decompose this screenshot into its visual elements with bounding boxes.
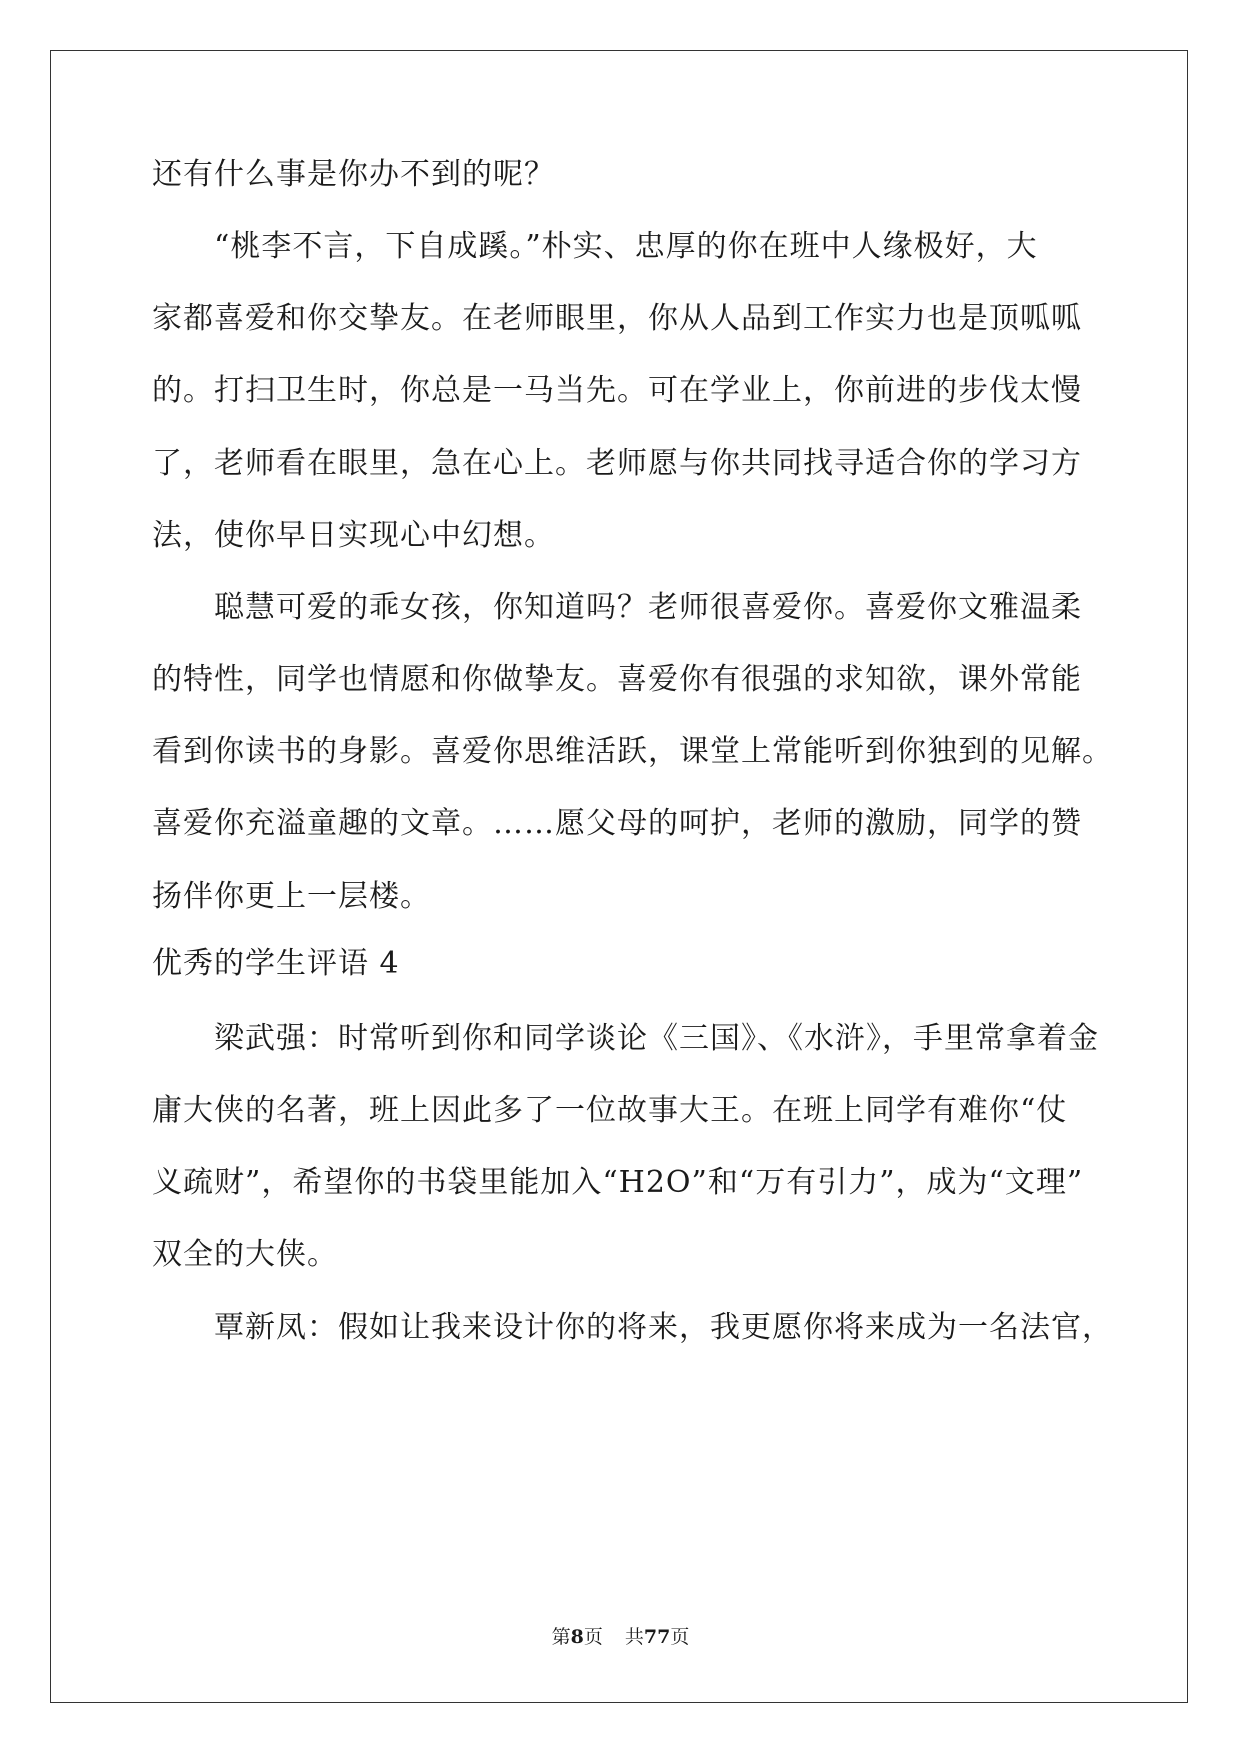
section-heading: 优秀的学生评语 4 <box>152 946 400 981</box>
page-footer <box>0 1625 1241 1649</box>
body-line-7: 聪慧可爱的乖女孩，你知道吗？老师很喜爱你。喜爱你文雅温柔 <box>214 590 1082 625</box>
footer-page-number: 8 <box>570 1626 584 1648</box>
body-line-15: 双全的大侠。 <box>152 1237 338 1272</box>
body-line-9: 看到你读书的身影。喜爱你思维活跃，课堂上常能听到你独到的见解。 <box>152 734 1113 769</box>
body-line-5: 了，老师看在眼里，急在心上。老师愿与你共同找寻适合你的学习方 <box>152 446 1082 481</box>
body-line-13: 庸大侠的名著，班上因此多了一位故事大王。在班上同学有难你“仗 <box>152 1093 1068 1128</box>
body-line-3: 家都喜爱和你交挚友。在老师眼里，你从人品到工作实力也是顶呱呱 <box>152 301 1082 336</box>
body-line-10: 喜爱你充溢童趣的文章。……愿父母的呵护，老师的激励，同学的赞 <box>152 806 1082 841</box>
body-line-4: 的。打扫卫生时，你总是一马当先。可在学业上，你前进的步伐太慢 <box>152 373 1082 408</box>
body-line-2: “桃李不言，下自成蹊。”朴实、忠厚的你在班中人缘极好，大 <box>214 229 1038 264</box>
footer-total-prefix: 共 <box>624 1626 644 1648</box>
body-line-6: 法，使你早日实现心中幻想。 <box>152 518 555 553</box>
body-line-1: 还有什么事是你办不到的呢？ <box>152 157 555 192</box>
footer-total-suffix: 页 <box>670 1626 690 1648</box>
body-line-16: 覃新凤：假如让我来设计你的将来，我更愿你将来成为一名法官， <box>214 1310 1113 1345</box>
footer-page-suffix: 页 <box>583 1626 603 1648</box>
body-line-12: 梁武强：时常听到你和同学谈论《三国》、《水浒》，手里常拿着金 <box>214 1021 1099 1056</box>
body-line-8: 的特性，同学也情愿和你做挚友。喜爱你有很强的求知欲，课外常能 <box>152 662 1082 697</box>
body-line-11: 扬伴你更上一层楼。 <box>152 879 431 914</box>
footer-total-pages: 77 <box>643 1626 671 1648</box>
footer-page-prefix: 第 <box>551 1626 571 1648</box>
body-line-14: 义疏财”，希望你的书袋里能加入“H2O”和“万有引力”，成为“文理” <box>152 1165 1084 1200</box>
